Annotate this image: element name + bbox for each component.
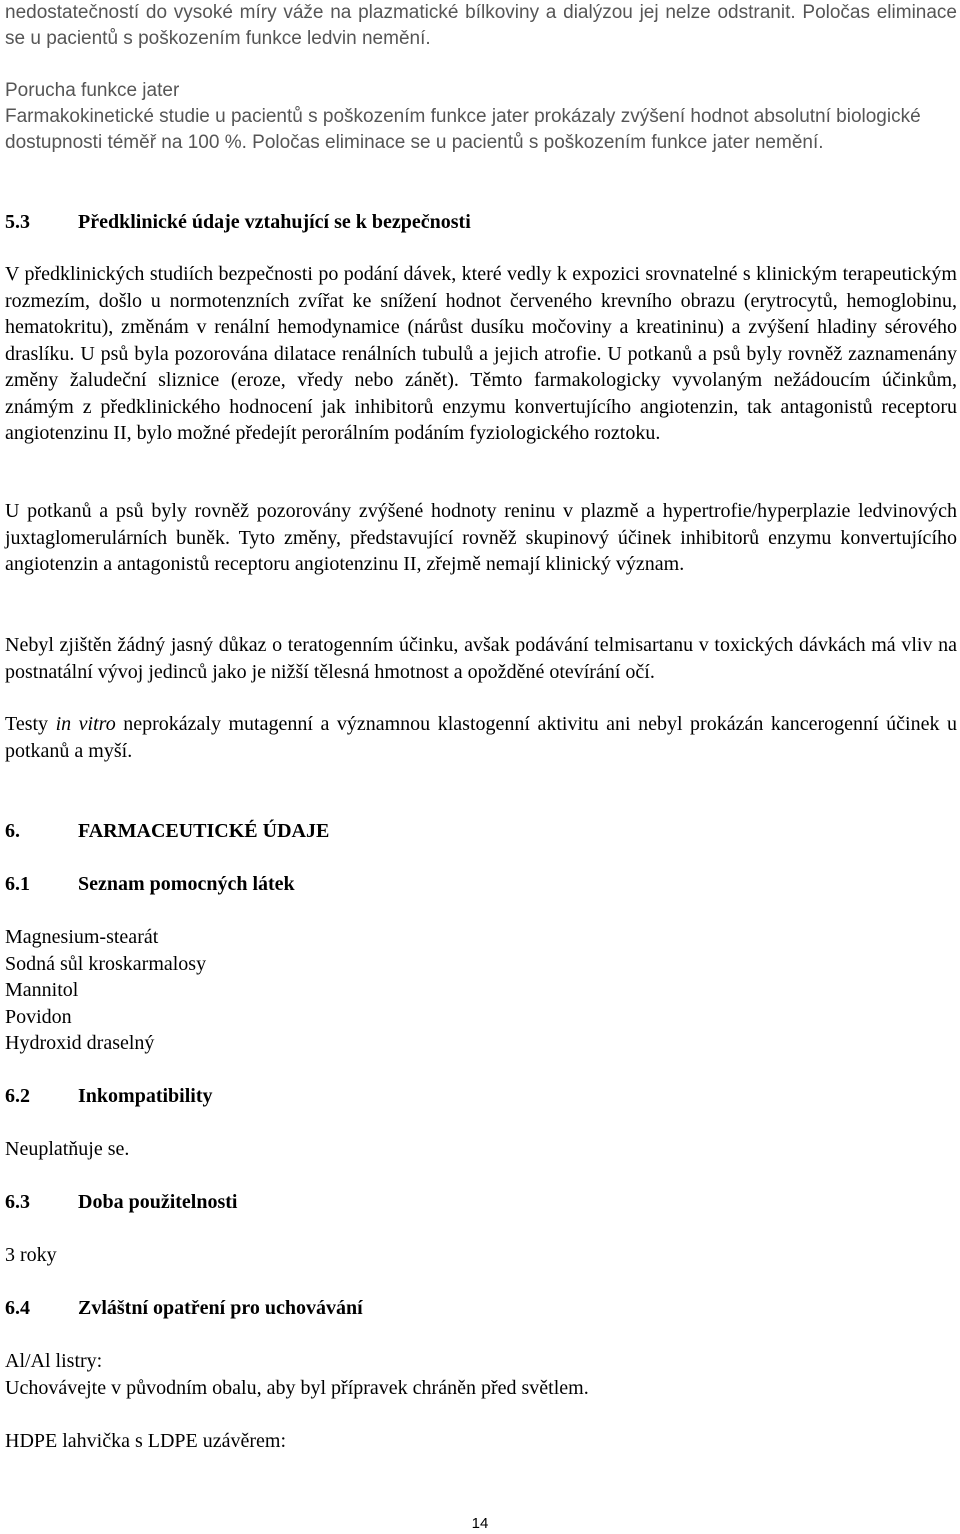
section-6-1-title: Seznam pomocných látek — [78, 873, 295, 895]
section-6-3-title: Doba použitelnosti — [78, 1191, 238, 1213]
section-6-title: FARMACEUTICKÉ ÚDAJE — [78, 820, 330, 842]
list-item: Magnesium-stearát — [5, 926, 159, 948]
section-6-2-number: 6.2 — [5, 1085, 30, 1107]
section-6-3-number: 6.3 — [5, 1191, 30, 1213]
preclinical-paragraph-2: U potkanů a psů byly rovněž pozorovány zvýšené hodnoty reninu v plazmě a hypertrofie/hyperplazie ledvinových juxtaglomerulárních buněk. Tyto změny, představující rovněž skupinový účinek inhibitorů enzymu konvertujícího angiotenzin a antagonistů receptoru angiotenzinu II, zřejmě nemají klinický význam. — [5, 500, 957, 575]
paragraph-4-end: neprokázaly mutagenní a významnou klastogenní aktivitu ani nebyl prokázán kancerogenní účinek u potkanů a myší. — [5, 713, 957, 762]
section-6-4-heading — [5, 1295, 957, 1321]
al-blister-instruction: Uchovávejte v původním obalu, aby byl přípravek chráněn před světlem. — [5, 1376, 589, 1399]
section-6-1-heading — [5, 871, 957, 897]
preclinical-paragraph-3: Nebyl zjištěn žádný jasný důkaz o teratogenním účinku, avšak podávání telmisartanu v toxických dávkách má vliv na postnatální vývoj jedinců jako je nižší tělesná hmotnost a opožděné otevírání očí. — [5, 634, 957, 683]
section-6-4-title: Zvláštní opatření pro uchovávání — [78, 1297, 363, 1319]
section-5-3-heading — [5, 209, 957, 235]
paragraph-4-start: Testy — [5, 713, 56, 735]
section-6-2-title: Inkompatibility — [78, 1085, 213, 1107]
section-5-3-title: Předklinické údaje vztahující se k bezpečnosti — [78, 211, 471, 233]
section-6-number: 6. — [5, 820, 20, 842]
list-item: Mannitol — [5, 979, 79, 1001]
section-6-3-heading — [5, 1189, 957, 1215]
section-6-heading — [5, 818, 957, 844]
hdpe-bottle-label: HDPE lahvička s LDPE uzávěrem: — [5, 1430, 287, 1452]
shelf-life-text: 3 roky — [5, 1244, 57, 1266]
hepatic-impairment-title: Porucha funkce jater — [5, 80, 180, 101]
section-5-3-number: 5.3 — [5, 211, 30, 233]
section-6-2-heading — [5, 1083, 957, 1109]
hepatic-impairment-block — [5, 78, 957, 156]
excipients-list — [5, 924, 957, 1057]
list-item: Povidon — [5, 1005, 72, 1028]
preclinical-paragraph-1: V předklinických studiích bezpečnosti po podání dávek, které vedly k expozici srovnatelné s klinickým terapeutickým rozmezím, došlo u normotenzních zvířat ke snížení hodnot červeného krevního obrazu (erytrocytů, hemoglobinu, hematokritu), změnám v renální hemodynamice (nárůst dusíku močoviny a kreatininu) a zvýšení hladiny sérového draslíku. U psů byla pozorována dilatace renálních tubulů a jejich atrofie. U potkanů a psů byly rovněž zaznamenány změny žaludeční sliznice (eroze, vředy nebo zánět). Těmto farmakologicky vyvolaným nežádoucím účinkům, známým z předklinického hodnocení jak inhibitorů enzymu konvertujícího angiotenzin, tak antagonistů receptoru angiotenzinu II, bylo možné předejít perorálním podáním fyziologického roztoku. — [5, 263, 957, 444]
hepatic-impairment-paragraph: Farmakokinetické studie u pacientů s poškozením funkce jater prokázaly zvýšení hodnot absolutní biologické dostupnosti téměř na 100 %. Poločas eliminace se u pacientů s poškozením funkce jater nemění. — [5, 106, 921, 153]
storage-blister-block — [5, 1348, 957, 1401]
list-item: Hydroxid draselný — [5, 1032, 155, 1054]
section-6-1-number: 6.1 — [5, 873, 30, 895]
section-6-4-number: 6.4 — [5, 1297, 30, 1319]
page-number: 14 — [471, 1515, 489, 1532]
preclinical-paragraph-4 — [5, 711, 957, 764]
al-blister-label: Al/Al listry: — [5, 1350, 103, 1372]
renal-continuation-paragraph: nedostatečností do vysoké míry váže na plazmatické bílkoviny a dialýzou jej nelze odstranit. Poločas eliminace se u pacientů s poškozením funkce ledvin nemění. — [5, 2, 957, 49]
in-vitro-italic: in vitro — [55, 713, 116, 735]
incompatibilities-text: Neuplatňuje se. — [5, 1138, 130, 1160]
list-item: Sodná sůl kroskarmalosy — [5, 952, 207, 975]
